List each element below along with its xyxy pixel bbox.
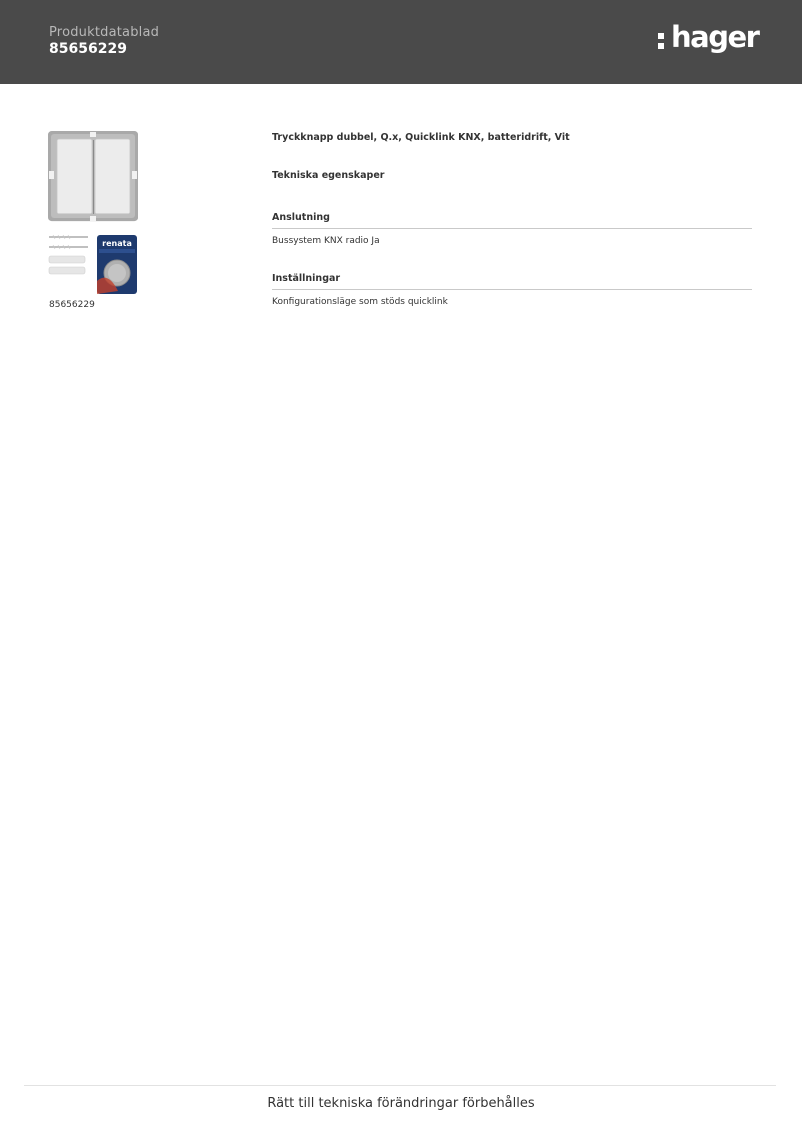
- product-number: 85656229: [49, 300, 95, 310]
- product-image: [48, 131, 138, 296]
- page-header: [0, 0, 802, 84]
- hager-logo: [657, 20, 759, 60]
- product-illustration: [48, 131, 138, 296]
- spec-row: Bussystem KNX radio Ja: [272, 236, 380, 246]
- footer-divider: [24, 1085, 776, 1086]
- logo-wordmark: hager: [671, 20, 759, 54]
- specs-heading: Tekniska egenskaper: [272, 170, 385, 181]
- footer-disclaimer: Rätt till tekniska förändringar förbehålles: [267, 1096, 535, 1111]
- section-heading-anslutning: Anslutning: [272, 212, 752, 229]
- battery-brand-label: renata: [102, 239, 132, 248]
- product-title: Tryckknapp dubbel, Q.x, Quicklink KNX, batteridrift, Vit: [272, 132, 570, 143]
- document-type: Produktdatablad: [49, 25, 160, 40]
- document-number: 85656229: [49, 41, 127, 57]
- spec-row: Konfigurationsläge som stöds quicklink: [272, 297, 448, 307]
- section-heading-installningar: Inställningar: [272, 273, 752, 290]
